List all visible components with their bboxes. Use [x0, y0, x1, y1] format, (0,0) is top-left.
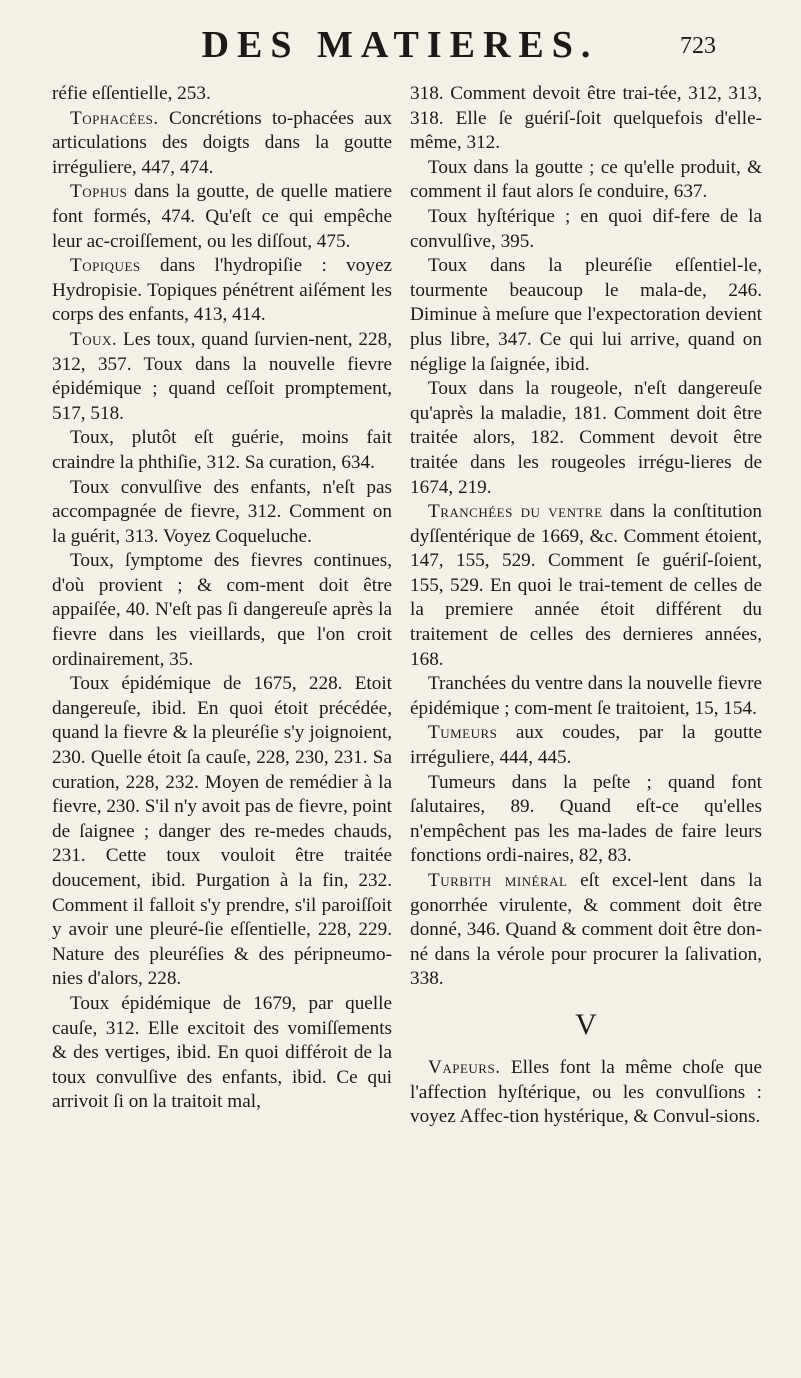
index-entry	[410, 869, 762, 992]
index-entry	[52, 549, 392, 672]
running-title: DES MATIERES.	[201, 24, 599, 66]
entry-term: Tranchées du ventre	[428, 501, 603, 523]
entry-text: dans la conſtitution dyſſentérique de 1669, &c. Comment étoient, 147, 155, 529. Comment ſe guériſ-ſoient, 155, 529. En quoi le trai-tement de celles de la premiere année étoit différent du traitement de celles des dernieres années, 168.	[410, 501, 762, 670]
entry-text: Tumeurs dans la peſte ; quand font ſalutaires, 89. Quand eſt-ce qu'elles n'empêchent pas les ma-lades de faire leurs fonctions ordi-naires, 82, 83.	[410, 771, 762, 867]
entry-term: Tophacées.	[70, 107, 159, 129]
entry-term: Tumeurs	[428, 722, 498, 744]
entry-text: eſt excel-lent dans la gonorrhée virulente, & comment doit être donné, 346. Quand & comment doit être don-né dans la vérole pour procurer la ſalivation, 338.	[410, 870, 762, 990]
entry-text: Toux épidémique de 1679, par quelle cauſe, 312. Elle excitoit des vomiſſements & des vertiges, ibid. En quoi différoit de la toux convulſive des enfants, ibid. Ce qui arrivoit ſi on la traitoit mal,	[52, 992, 392, 1113]
index-entry	[52, 426, 392, 475]
entry-text: Toux épidémique de 1675, 228. Etoit dangereuſe, ibid. En quoi étoit précédée, quand la fievre & la pleuréſie s'y joignoient, 230. Quelle étoit ſa cauſe, 228, 230, 231. Sa curation, 228, 232. Moyen de remédier à la fievre, 230. S'il n'y avoit pas de fievre, point de ſaignee ; danger des re-medes chauds, 231. Cette toux vouloit être traitée doucement, ibid. Purgation à la fin, 232. Comment il falloit s'y prendre, s'il paroiſſoit y avoir une pleuré-ſie eſſentielle, 228, 229. Nature des pleuréſies & des péripneumo-nies d'alors, 228.	[52, 673, 392, 990]
right-column	[410, 82, 762, 1130]
index-entry	[410, 771, 762, 869]
index-entry	[410, 156, 762, 205]
left-column	[52, 82, 392, 1115]
index-entry	[52, 107, 392, 181]
section-letter: V	[575, 1007, 597, 1041]
entry-text: Elles font la même choſe que l'affection hyſtérique, ou les convulſions : voyez Affec-tion hystérique, & Convul-sions.	[410, 1056, 762, 1128]
index-entry	[410, 672, 762, 721]
index-entry	[410, 377, 762, 500]
entry-term: Tophus	[70, 181, 128, 203]
entry-text: dans l'hydropiſie : voyez Hydropisie. Topiques pénétrent aiſément les corps des enfants, 413, 414.	[52, 255, 392, 326]
entry-text: Toux hyſtérique ; en quoi dif-fere de la convulſive, 395.	[410, 205, 762, 252]
index-entry	[410, 205, 762, 254]
entry-term: Topiques	[70, 255, 141, 277]
entry-term: Turbith minéral	[428, 870, 568, 891]
entry-text: Toux dans la pleuréſie eſſentiel-le, tourmente beaucoup le mala-de, 246. Diminue à meſure que l'expectoration devient plus libre, 347. Ce qui lui arrive, quand on néglige la ſaignée, ibid.	[410, 255, 762, 375]
entry-text: Tranchées du ventre dans la nouvelle fievre épidémique ; com-ment ſe traitoient, 15, 154.	[410, 673, 762, 719]
entry-text: Les toux, quand ſurvien-nent, 228, 312, 357. Toux dans la nouvelle fievre épidémique ; quand ceſſoit promptement, 517, 518.	[52, 328, 392, 424]
index-entry	[52, 82, 392, 107]
index-entry	[410, 82, 762, 156]
page-header	[0, 18, 801, 72]
entry-term: Toux.	[70, 328, 118, 350]
entry-term: Vapeurs.	[428, 1056, 501, 1078]
entry-text: 318. Comment devoit être trai-tée, 312, 313, 318. Elle ſe guériſ-ſoit quelquefois d'elle-même, 312.	[410, 83, 762, 154]
entry-text: Concrétions to-phacées aux articulations des doigts dans la goutte irréguliere, 447, 474.	[52, 107, 392, 178]
entry-text: réfie eſſentielle, 253.	[52, 83, 211, 104]
index-entry	[52, 476, 392, 550]
index-entry	[52, 180, 392, 254]
index-entry	[410, 1056, 762, 1130]
entry-text: dans la goutte, de quelle matiere font formés, 474. Qu'eſt ce qui empêche leur ac-croiſſement, ou les diſſout, 475.	[52, 181, 392, 252]
entry-text: aux coudes, par la goutte irréguliere, 444, 445.	[410, 722, 762, 769]
index-entry	[410, 721, 762, 770]
entry-text: Toux dans la goutte ; ce qu'elle produit, & comment il faut alors ſe conduire, 637.	[410, 156, 762, 203]
entry-text: Toux dans la rougeole, n'eſt dangereuſe qu'après la maladie, 181. Comment doit être traitée alors, 182. Comment devoit être traitée dans les rougeoles irrégu-lieres de 1674, 219.	[410, 378, 762, 498]
entry-text: Toux, ſymptome des fievres continues, d'où provient ; & com-ment doit être appaiſée, 40. N'eſt pas ſi dangereuſe après la fievre dans les vieillards, que l'on croit ordinairement, 35.	[52, 550, 392, 670]
entry-text: Toux, plutôt eſt guérie, moins fait craindre la phthiſie, 312. Sa curation, 634.	[52, 427, 392, 473]
index-entry	[52, 328, 392, 426]
index-entry	[52, 992, 392, 1115]
entry-text: Toux convulſive des enfants, n'eſt pas accompagnée de fievre, 312. Comment on la guérit, 313. Voyez Coqueluche.	[52, 476, 392, 547]
index-entry	[410, 254, 762, 377]
index-entry	[52, 254, 392, 328]
index-entry	[410, 500, 762, 672]
index-entry	[52, 672, 392, 992]
page-number: 723	[680, 33, 716, 59]
